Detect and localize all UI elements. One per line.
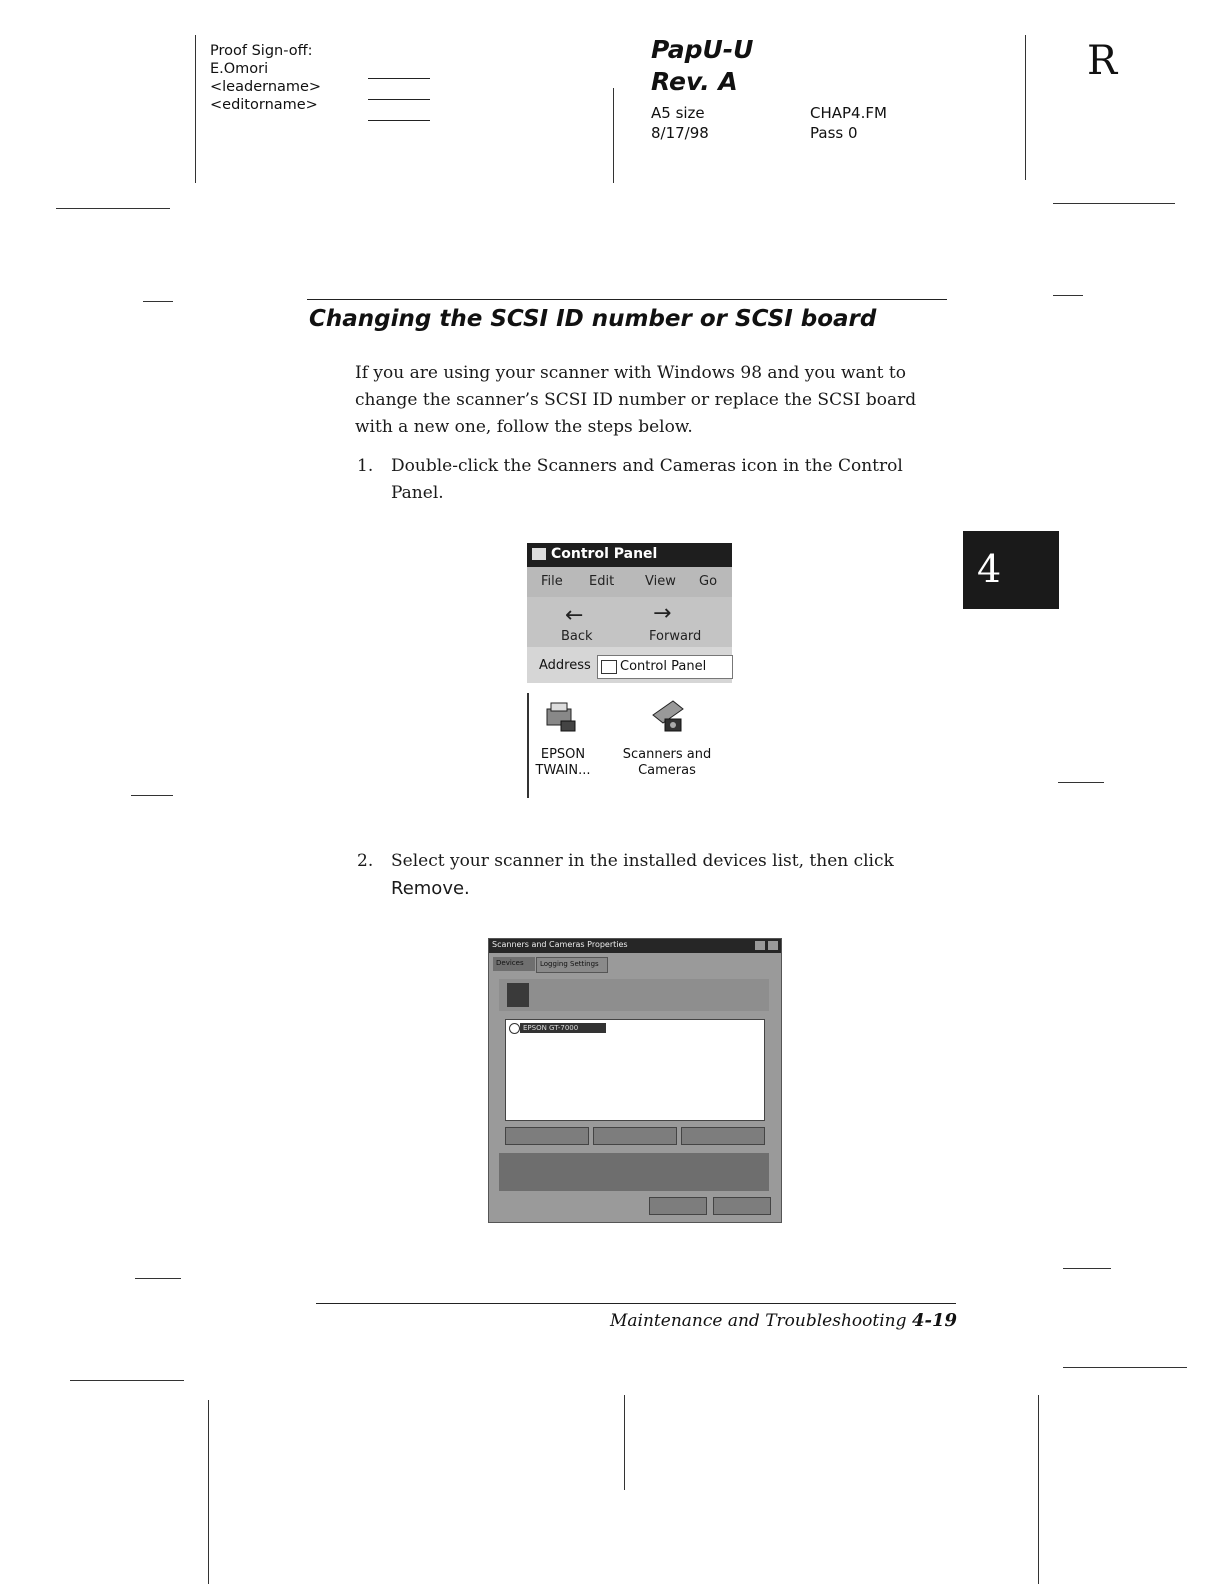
epson-twain-icon[interactable] [543,699,579,735]
menu-bar [527,567,732,597]
step-text: Panel. [391,483,444,503]
intro-line: If you are using your scanner with Windows 98 and you want to [355,363,906,383]
step-text: Double-click the Scanners and Cameras icon in the Control [391,456,903,476]
registration-mark: R [1087,38,1118,84]
crop-mark [1038,1395,1039,1584]
forward-button[interactable]: Forward [649,629,702,644]
scanner-icon [507,983,529,1007]
dialog-footer [499,1153,769,1191]
remove-keyword: Remove. [391,878,470,899]
crop-mark [131,795,173,796]
panel-header [499,979,769,1011]
icon-label-line: Cameras [638,763,696,778]
folder-icon [532,548,546,560]
icon-label-line: Scanners and [622,747,712,762]
scanners-cameras-properties-dialog [488,938,782,1223]
step-1 [357,453,947,507]
tab-label: Devices [496,959,524,967]
menu-view[interactable]: View [645,574,676,589]
scanners-and-cameras-icon[interactable] [647,695,687,735]
proof-line: <leadername> [210,79,322,95]
proof-line: E.Omori [210,61,269,77]
properties-button[interactable] [681,1127,765,1145]
intro-line: change the scanner’s SCSI ID number or replace the SCSI board [355,390,917,410]
footer-page-number: 4-19 [912,1310,958,1331]
toolbar [527,597,732,647]
scanners-and-cameras-label [619,747,715,779]
add-button[interactable] [505,1127,589,1145]
crop-mark [1058,782,1104,783]
chapter-number: 4 [977,547,1002,591]
doc-pass: Pass 0 [810,124,858,142]
tab-label: Logging Settings [540,960,599,968]
installed-devices-list[interactable] [505,1019,765,1121]
tab-devices[interactable] [493,957,535,971]
dialog-title: Scanners and Cameras Properties [492,940,628,949]
intro-line: with a new one, follow the steps below. [355,417,693,437]
address-label: Address [539,658,591,673]
address-value: Control Panel [620,659,707,674]
device-icon [509,1023,520,1034]
back-arrow-icon[interactable]: ← [565,603,584,628]
crop-mark [56,208,170,209]
footer-chapter-name: Maintenance and Troubleshooting [610,1311,907,1331]
control-panel-icon [601,660,617,674]
intro-paragraph [355,360,955,441]
window-title: Control Panel [551,546,658,562]
crop-mark [135,1278,181,1279]
window-titlebar [527,543,732,567]
tab-logging[interactable] [536,957,608,973]
step-2 [357,848,947,902]
crop-mark [1025,35,1026,180]
signature-line [368,99,430,100]
crop-mark [1053,203,1175,204]
crop-mark [143,301,173,302]
menu-go[interactable]: Go [699,574,718,589]
signature-line [368,78,430,79]
control-panel-screenshot [527,543,732,798]
signature-line [368,120,430,121]
crop-mark [70,1380,184,1381]
crop-mark [613,88,614,183]
back-button[interactable]: Back [561,629,593,644]
chapter-tab [963,531,1059,609]
menu-edit[interactable]: Edit [589,574,615,589]
crop-mark [1063,1367,1187,1368]
epson-twain-label [533,747,593,779]
help-button[interactable] [755,941,765,950]
device-name: EPSON GT-7000 [523,1024,579,1032]
icon-label-line: EPSON [540,747,586,762]
product-name: PapU-U [651,35,754,64]
proof-line: <editorname> [210,97,318,113]
forward-arrow-icon[interactable]: → [653,601,672,626]
step-number: 2. [357,851,374,871]
crop-mark [195,35,196,183]
address-field[interactable] [597,655,733,679]
doc-date: 8/17/98 [651,124,709,142]
remove-button[interactable] [593,1127,677,1145]
address-bar [527,647,732,683]
crop-mark [624,1395,625,1490]
device-list-item[interactable] [520,1023,606,1033]
dialog-titlebar [489,939,781,953]
doc-file: CHAP4.FM [810,104,887,122]
ok-button[interactable] [649,1197,707,1215]
step-number: 1. [357,456,374,476]
doc-size: A5 size [651,104,705,122]
revision: Rev. A [651,67,738,96]
crop-mark [1063,1268,1111,1269]
product-block [651,34,753,98]
crop-mark [208,1400,209,1584]
icon-label-line: TWAIN... [535,763,591,778]
section-title: Changing the SCSI ID number or SCSI board [309,306,877,332]
control-panel-content [527,693,734,798]
step-text: Select your scanner in the installed devices list, then click [391,851,894,871]
proof-line: Proof Sign-off: [210,43,313,59]
close-icon[interactable] [768,941,778,950]
footer-rule [316,1303,956,1304]
proof-signoff [210,42,321,114]
section-rule [307,299,947,300]
menu-file[interactable]: File [541,574,563,589]
crop-mark [1053,295,1083,296]
cancel-button[interactable] [713,1197,771,1215]
